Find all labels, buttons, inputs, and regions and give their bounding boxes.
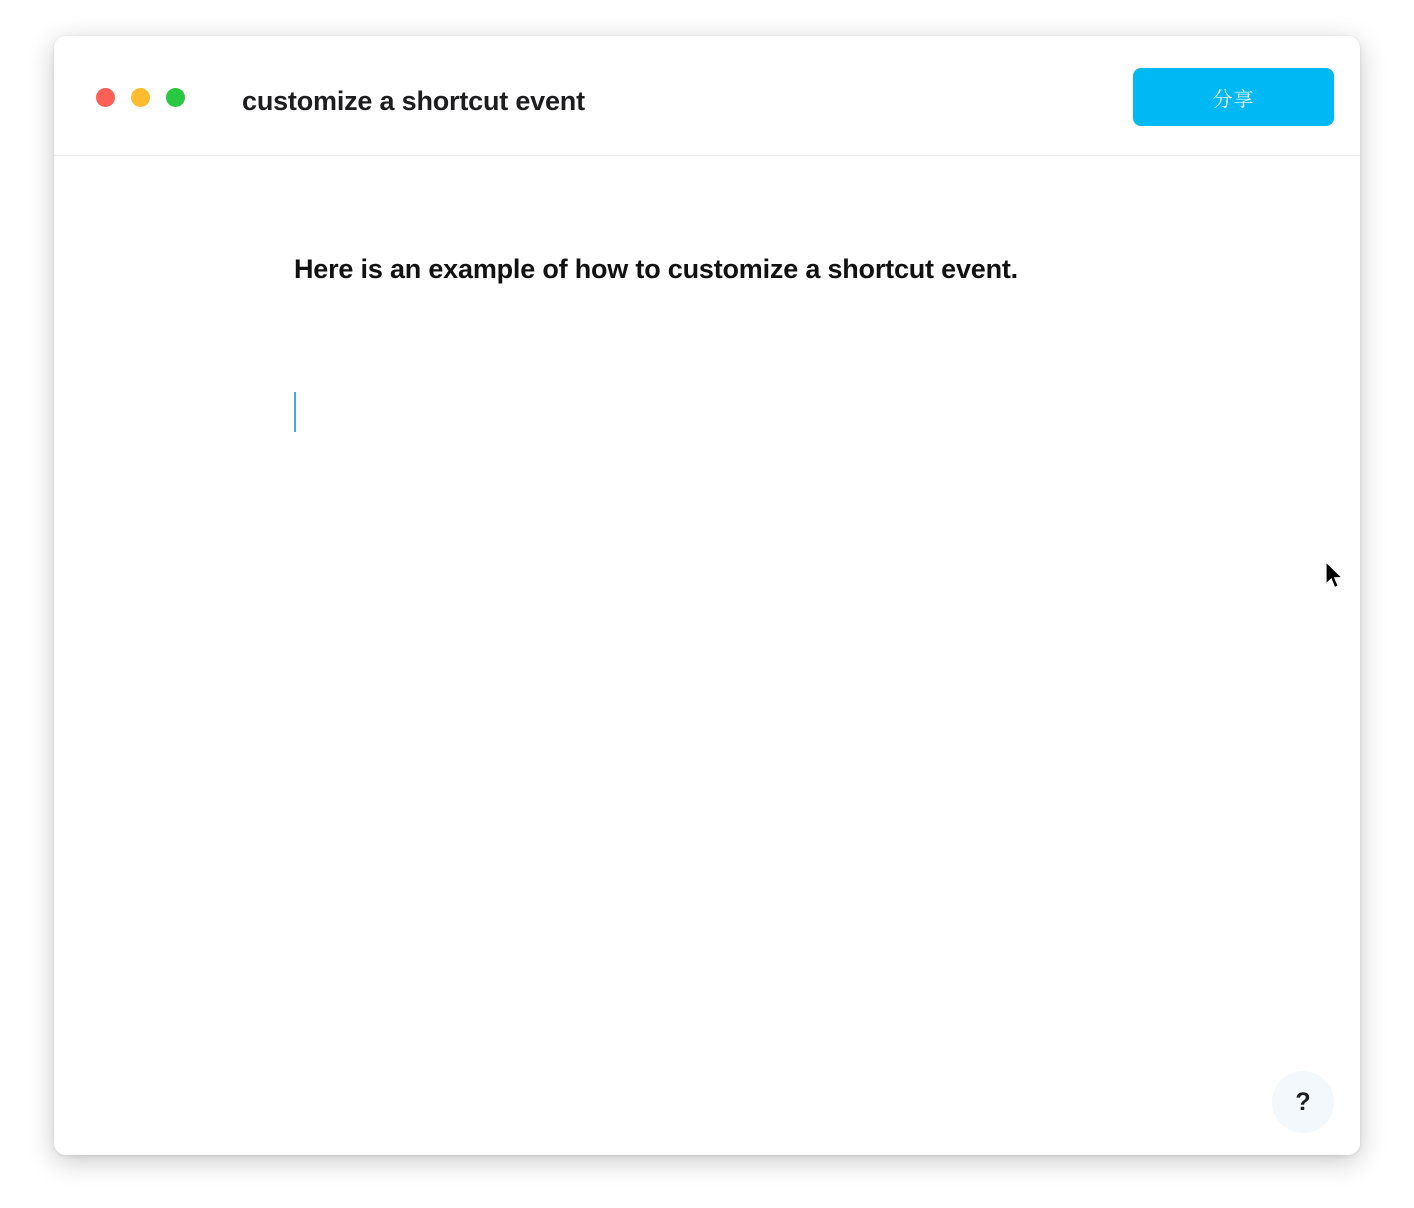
minimize-window-button[interactable]	[131, 88, 150, 107]
share-button[interactable]: 分享	[1133, 68, 1334, 126]
document-heading: Here is an example of how to customize a shortcut event.	[294, 254, 1018, 284]
mouse-cursor	[1325, 561, 1345, 591]
window-controls	[96, 88, 185, 107]
maximize-window-button[interactable]	[166, 88, 185, 107]
text-caret	[294, 392, 296, 432]
app-window	[54, 36, 1360, 1155]
help-button[interactable]: ?	[1272, 1071, 1334, 1133]
window-title: customize a shortcut event	[242, 86, 585, 116]
window-titlebar	[54, 36, 1360, 156]
close-window-button[interactable]	[96, 88, 115, 107]
document-content-area[interactable]	[54, 156, 1360, 1155]
